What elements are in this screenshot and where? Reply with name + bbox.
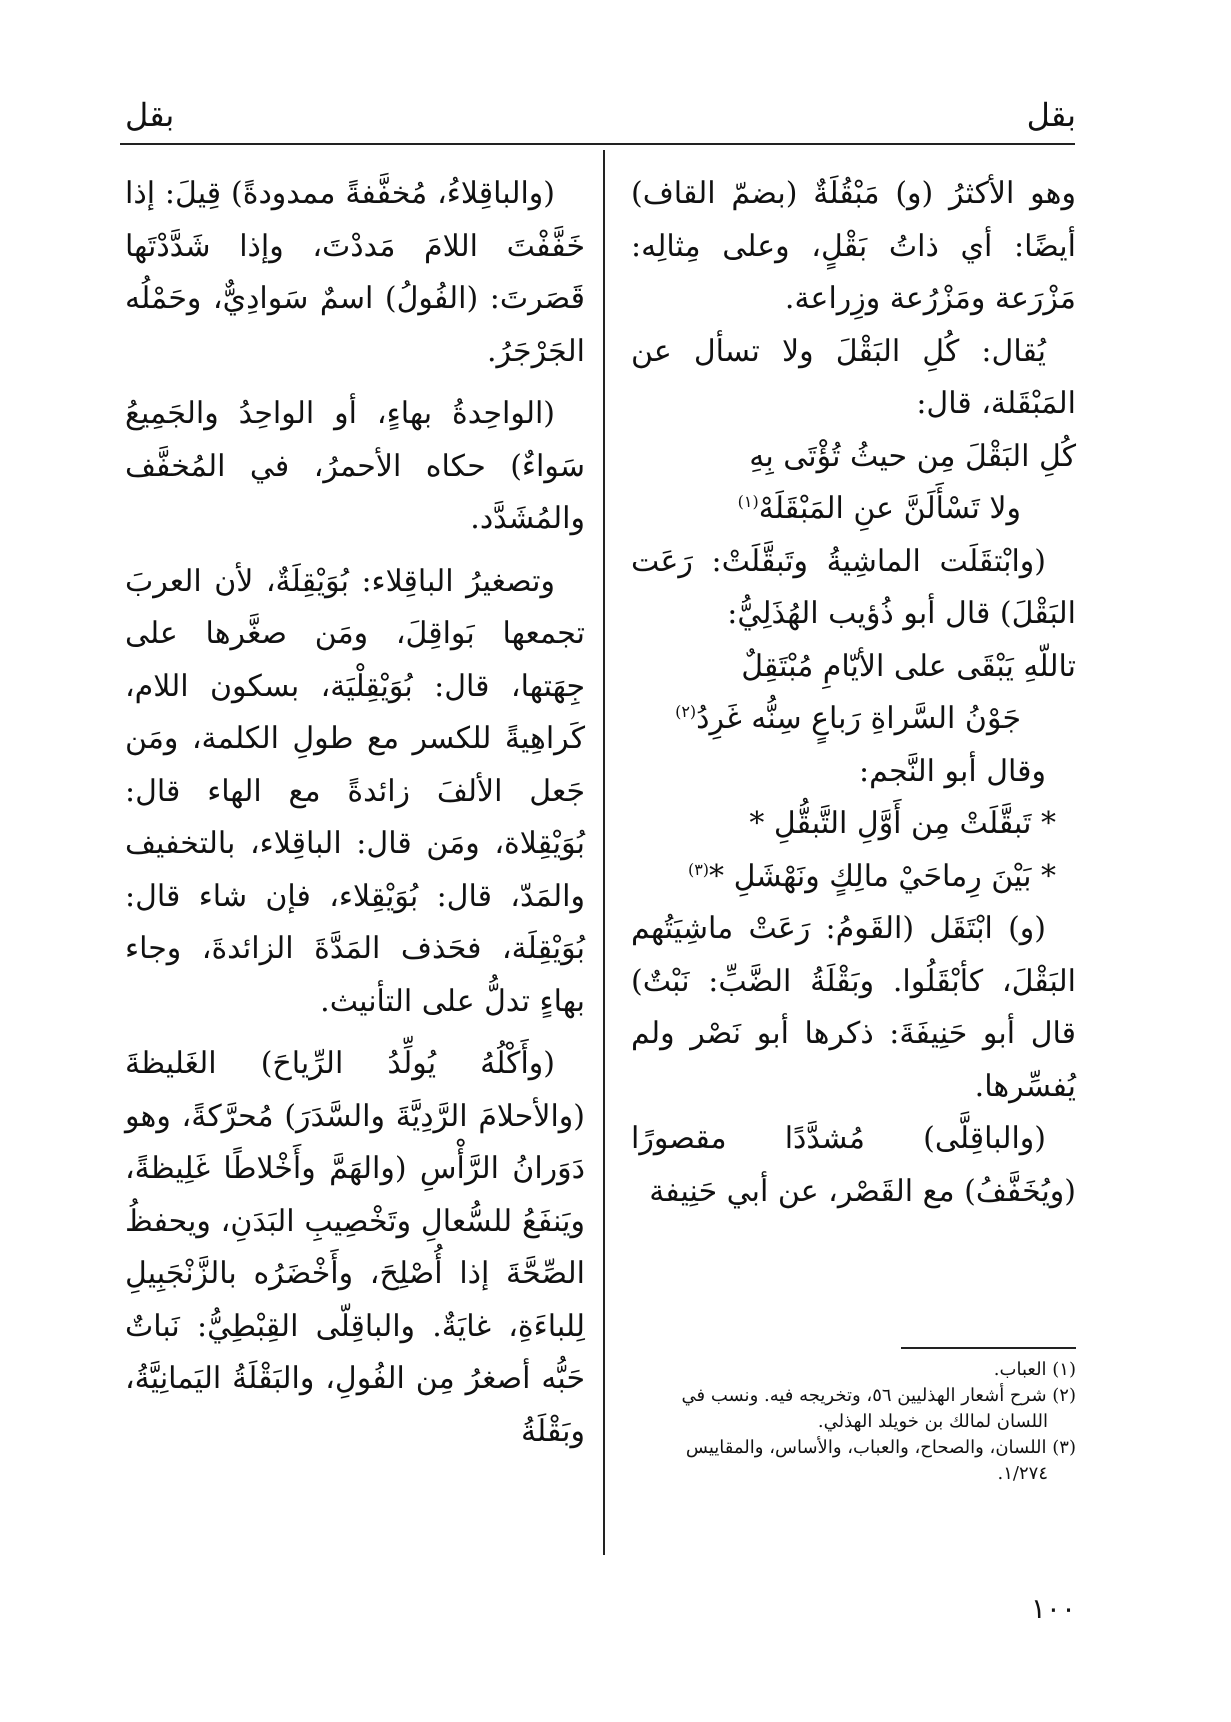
footnote: (٢) شرح أشعار الهذليين ٥٦، وتخريجه فيه. ونسب في xyxy=(681,1385,1076,1406)
verse-line: كُلِ البَقْلَ مِن حيثُ تُؤْتَى بِهِ xyxy=(749,438,1076,474)
footnote-ref: (١) xyxy=(737,492,759,511)
left-column xyxy=(125,168,585,1458)
paragraph: وهو الأكثرُ (و) مَبْقُلَةٌ (بضمّ القاف) أيضًا: أي ذاتُ بَقْلٍ، وعلى مِثالِه: مَزْرَعة ومَزْرُعة وزِراعة. xyxy=(631,176,1076,316)
column-divider xyxy=(603,150,605,1555)
verse-line xyxy=(631,483,1076,536)
verse-text: ولا تَسْأَلَنَّ عنِ المَبْقَلَهْ xyxy=(758,491,1021,526)
paragraph: (و) ابْتَقَل (القَومُ: رَعَتْ ماشِيَتُهم البَقْلَ، كأبْقَلُوا. وبَقْلَةُ الضَّبِّ: نَبْتٌ) قال أبو حَنِيفَةَ: ذكرها أبو نَصْر ولم يُفسِّرها. xyxy=(631,911,1076,1104)
verse-line xyxy=(631,851,1076,904)
paragraph: وتصغيرُ الباقِلاء: بُوَيْقِلَةٌ، لأن العربَ تجمعها بَواقِلَ، ومَن صغَّرها على جِهَتها، قال: بُوَيْقِلْيَة، بسكون اللام، كَراهِيةً للكسر مع طولِ الكلمة، ومَن جَعل الألفَ زائدةً مع الهاء قال: بُوَيْقِلاة، ومَن قال: الباقِلاء، بالتخفيف والمَدّ، قال: بُوَيْقِلاء، فإن شاء قال: بُوَيْقِلَة، فحَذف المَدَّةَ الزائدةَ، وجاء بهاءٍ تدلُّ على التأنيث. xyxy=(125,563,585,1019)
verse-text: * بَيْنَ رِماحَيْ مالِكٍ ونَهْشَلِ * xyxy=(709,858,1056,894)
page-number: ١٠٠ xyxy=(1030,1592,1076,1625)
verse-line xyxy=(631,693,1076,746)
footnote-ref: (٢) xyxy=(675,702,697,721)
footnote: (١) العباب. xyxy=(993,1359,1076,1380)
paragraph: (وأَكْلُهُ يُولِّدُ الرِّياحَ) الغَليظةَ (والأحلامَ الرَّدِيَّةَ والسَّدَرَ) مُحرَّكةً، وهو دَوَرانُ الرَّأْسِ (والهَمَّ وأَخْلاطًا غَلِيظةً، ويَنفَعُ للسُّعالِ وتَخْصِيبِ البَدَنِ، ويحفظُ الصِّحَّةَ إذا أُصْلِحَ، وأَخْضَرُه بالزَّنْجَبِيلِ لِلباءَةِ، غايَةٌ. والباقِلّى القِبْطِيُّ: نَباتٌ حَبُّه أصغرُ مِن الفُولِ، والبَقْلَةُ اليَمانِيَّةُ، وبَقْلَةُ xyxy=(125,1046,585,1449)
paragraph: (والباقِلَّى) مُشدَّدًا مقصورًا (ويُخَفَّفُ) مع القَصْر، عن أبي حَنِيفة xyxy=(631,1121,1076,1209)
footnote: (٣) اللسان، والصحاح، والعباب، والأساس، والمقاييس xyxy=(685,1437,1076,1458)
footnotes xyxy=(631,1357,1076,1487)
verse-text: جَوْنُ السَّراةِ رَباعٍ سِنُّه غَرِدُ xyxy=(696,701,1021,736)
verse-line: * تَبقَّلَتْ مِن أَوَّلِ التَّبقُّلِ * xyxy=(749,806,1056,841)
paragraph: (الواحِدةُ بهاءٍ، أو الواحِدُ والجَمِيعُ سَواءٌ) حكاه الأحمرُ، في المُخفَّف والمُشَدَّد. xyxy=(125,396,585,536)
running-head-left: بقل xyxy=(125,96,175,134)
footnote-continuation: ١/٢٧٤. xyxy=(997,1463,1048,1484)
footnote-rule xyxy=(901,1347,1076,1349)
paragraph: وقال أبو النَّجم: xyxy=(859,753,1046,789)
verse-line: تاللّهِ يَبْقَى على الأيّامِ مُبْتَقِلٌ xyxy=(741,648,1076,684)
paragraph: (والباقِلاءُ، مُخفَّفةً ممدودةً) قِيلَ: إذا خَفَّفْتَ اللامَ مَددْتَ، وإذا شَدَّدْتَها قَصَرتَ: (الفُولُ) اسمٌ سَوادِيٌّ، وحَمْلُه الجَرْجَرُ. xyxy=(125,176,585,369)
right-column xyxy=(631,168,1076,1218)
paragraph: (وابْتقَلَت الماشِيةُ وتَبقَّلَتْ: رَعَت البَقْلَ) قال أبو ذُؤيب الهُذَلِيُّ: xyxy=(631,543,1076,631)
paragraph: يُقال: كُلِ البَقْلَ ولا تسأل عن المَبْقَلة، قال: xyxy=(631,333,1076,421)
running-head-right: بقل xyxy=(1026,96,1076,134)
footnote-continuation: اللسان لمالك بن خويلد الهذلي. xyxy=(817,1411,1048,1432)
header-rule xyxy=(120,143,1075,145)
footnote-ref: (٣) xyxy=(687,859,710,879)
